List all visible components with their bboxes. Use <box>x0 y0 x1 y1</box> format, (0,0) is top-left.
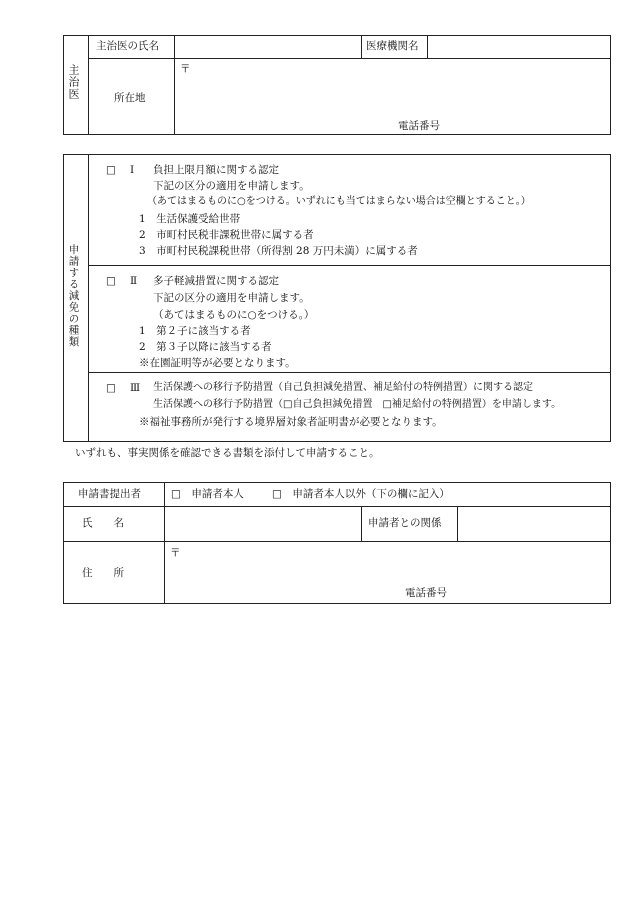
section1-title: 負担上限月額に関する認定 <box>153 164 279 176</box>
physician-side-label: 主治医 <box>67 64 80 100</box>
section2-title: 多子軽減措置に関する認定 <box>153 275 279 287</box>
relation-divider-right <box>457 506 458 541</box>
attachment-note: いずれも、事実関係を確認できる書類を添付して申請すること。 <box>75 447 380 459</box>
submitter-label-divider <box>164 482 165 604</box>
submitter-option-self[interactable]: □ 申請者本人 <box>171 488 244 500</box>
reduction-side-divider <box>88 154 89 442</box>
institution-field[interactable] <box>429 37 609 57</box>
section2-numeral: Ⅱ <box>130 275 138 287</box>
physician-name-label: 主治医の氏名 <box>96 40 159 52</box>
relation-field[interactable] <box>459 508 609 540</box>
physician-postal-mark: 〒 <box>180 63 191 75</box>
submitter-row-divider-1 <box>63 506 611 507</box>
section1-checkbox[interactable]: □ <box>106 164 116 176</box>
section1-line1: 下記の区分の適用を申請します。 <box>153 180 310 192</box>
reduction-row-divider-1 <box>88 265 611 266</box>
submitter-phone-label: 電話番号 <box>405 587 447 599</box>
section3-title: 生活保護への移行予防措置（自己負担減免措置、補足給付の特例措置）に関する認定 <box>153 382 533 393</box>
physician-side-divider <box>88 35 89 135</box>
section2-item-1: 1 第２子に該当する者 <box>139 325 251 337</box>
physician-row-divider <box>88 58 611 59</box>
institution-label: 医療機関名 <box>366 40 419 52</box>
physician-phone-label: 電話番号 <box>398 120 440 132</box>
submitter-row-divider-2 <box>63 541 611 542</box>
reduction-row-divider-2 <box>88 372 611 373</box>
section2-line2: （あてはまるものに○をつける。） <box>153 309 315 321</box>
submitter-label: 申請書提出者 <box>78 488 141 500</box>
institution-divider-left <box>361 35 362 58</box>
section3-checkbox[interactable]: □ <box>106 382 116 394</box>
section3-numeral: Ⅲ <box>130 382 141 394</box>
relation-label: 申請者との関係 <box>368 517 442 529</box>
relation-divider-left <box>361 506 362 541</box>
section2-line1: 下記の区分の適用を申請します。 <box>153 292 310 304</box>
section1-item-3: 3 市町村民税課税世帯（所得割 28 万円未満）に属する者 <box>139 245 418 257</box>
submitter-option-other[interactable]: □ 申請者本人以外（下の欄に記入） <box>272 488 450 500</box>
institution-divider-right <box>427 35 428 58</box>
physician-address-field[interactable] <box>176 60 609 133</box>
section3-line1: 生活保護への移行予防措置（□自己負担減免措置 □補足給付の特例措置）を申請します。 <box>153 399 562 410</box>
submitter-name-field[interactable] <box>166 508 360 540</box>
submitter-address-label: 住 所 <box>82 567 124 579</box>
section2-item-2: 2 第３子以降に該当する者 <box>139 341 272 353</box>
section3-note: ※福祉事務所が発行する境界層対象者証明書が必要となります。 <box>139 416 443 428</box>
section2-note: ※在園証明等が必要となります。 <box>139 357 296 369</box>
section1-numeral: Ⅰ <box>130 164 135 176</box>
section1-item-2: 2 市町村民税非課税世帯に属する者 <box>139 229 314 241</box>
physician-address-label: 所在地 <box>114 92 146 104</box>
section1-line2: （あてはまるものに○をつける。いずれにも当てはまらない場合は空欄とすること。） <box>147 196 531 207</box>
submitter-address-field[interactable] <box>166 543 609 602</box>
physician-name-field[interactable] <box>176 37 360 57</box>
physician-label-divider <box>174 35 175 135</box>
reduction-side-label: 申請する減免の種類 <box>67 244 80 348</box>
submitter-postal-mark: 〒 <box>170 547 181 559</box>
section2-checkbox[interactable]: □ <box>106 275 116 287</box>
section1-item-1: 1 生活保護受給世帯 <box>139 213 241 225</box>
submitter-name-label: 氏 名 <box>82 517 124 529</box>
